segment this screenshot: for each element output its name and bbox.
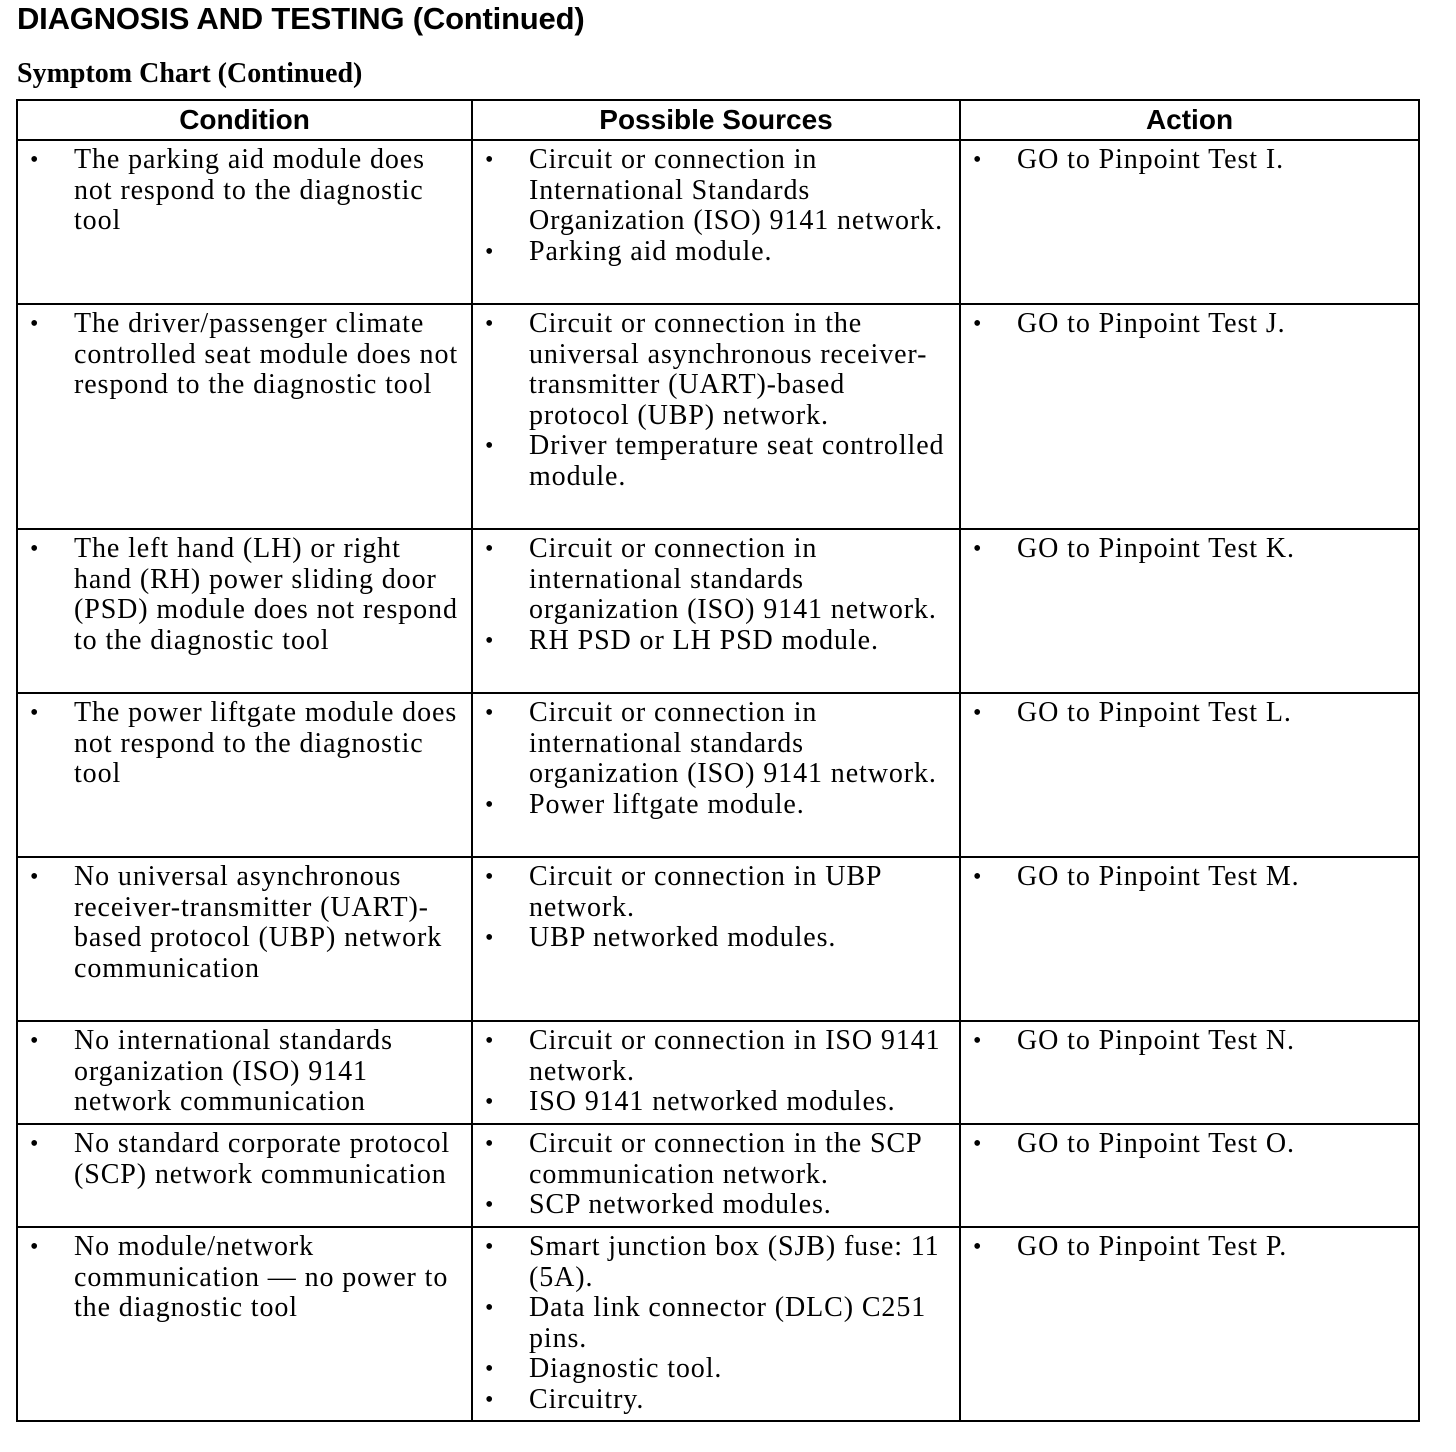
column-header-condition: Condition: [17, 100, 472, 140]
condition-text: • No standard corporate protocol (SCP) network communication: [30, 1129, 463, 1190]
source-item: • Power liftgate module.: [485, 790, 951, 821]
source-item: • ISO 9141 networked modules.: [485, 1087, 951, 1118]
condition-cell: [17, 1227, 472, 1421]
source-item: • Circuit or connection in international standards organization (ISO) 9141 network.: [485, 698, 951, 790]
source-item: • Driver temperature seat controlled module.: [485, 431, 951, 492]
action-text: • GO to Pinpoint Test K.: [973, 534, 1410, 565]
table-row: [17, 529, 1419, 693]
sources-cell: [472, 304, 960, 529]
sources-cell: [472, 1124, 960, 1227]
condition-cell: [17, 529, 472, 693]
action-text: • GO to Pinpoint Test M.: [973, 862, 1410, 893]
source-item: • Circuit or connection in international standards organization (ISO) 9141 network.: [485, 534, 951, 626]
table-row: [17, 1227, 1419, 1421]
sources-cell: [472, 1227, 960, 1421]
section-title: Symptom Chart (Continued): [17, 58, 363, 89]
condition-cell: [17, 1124, 472, 1227]
condition-cell: [17, 304, 472, 529]
action-cell: [960, 1227, 1419, 1421]
action-cell: [960, 693, 1419, 857]
action-cell: [960, 529, 1419, 693]
source-item: • Circuit or connection in UBP network.: [485, 862, 951, 923]
condition-cell: [17, 693, 472, 857]
table-row: [17, 140, 1419, 304]
symptom-chart-table: [16, 99, 1420, 1422]
condition-text: • The left hand (LH) or right hand (RH) power sliding door (PSD) module does not respond to the diagnostic tool: [30, 534, 463, 656]
sources-cell: [472, 1021, 960, 1124]
table-row: [17, 1124, 1419, 1227]
page-title: DIAGNOSIS AND TESTING (Continued): [17, 1, 585, 36]
sources-cell: [472, 857, 960, 1021]
source-item: • SCP networked modules.: [485, 1190, 951, 1221]
condition-cell: [17, 857, 472, 1021]
action-text: • GO to Pinpoint Test J.: [973, 309, 1410, 340]
action-cell: [960, 1021, 1419, 1124]
table-row: [17, 1021, 1419, 1124]
action-cell: [960, 1124, 1419, 1227]
source-item: • Parking aid module.: [485, 237, 951, 268]
source-item: • Smart junction box (SJB) fuse: 11 (5A).: [485, 1232, 951, 1293]
source-item: • RH PSD or LH PSD module.: [485, 626, 951, 657]
source-item: • Data link connector (DLC) C251 pins.: [485, 1293, 951, 1354]
condition-text: • No universal asynchronous receiver-transmitter (UART)-based protocol (UBP) network communication: [30, 862, 463, 984]
condition-text: • The parking aid module does not respond to the diagnostic tool: [30, 145, 463, 237]
action-text: • GO to Pinpoint Test P.: [973, 1232, 1410, 1263]
table-row: [17, 693, 1419, 857]
action-text: • GO to Pinpoint Test L.: [973, 698, 1410, 729]
column-header-possible-sources: Possible Sources: [472, 100, 960, 140]
table-row: [17, 304, 1419, 529]
source-item: • Circuit or connection in ISO 9141 network.: [485, 1026, 951, 1087]
sources-cell: [472, 529, 960, 693]
action-cell: [960, 857, 1419, 1021]
condition-text: • No international standards organization (ISO) 9141 network communication: [30, 1026, 463, 1118]
condition-cell: [17, 1021, 472, 1124]
source-item: • Circuitry.: [485, 1385, 951, 1416]
source-item: • UBP networked modules.: [485, 923, 951, 954]
condition-text: • The driver/passenger climate controlled seat module does not respond to the diagnostic tool: [30, 309, 463, 401]
table-row: [17, 857, 1419, 1021]
action-cell: [960, 304, 1419, 529]
condition-text: • The power liftgate module does not respond to the diagnostic tool: [30, 698, 463, 790]
action-cell: [960, 140, 1419, 304]
column-header-action: Action: [960, 100, 1419, 140]
action-text: • GO to Pinpoint Test N.: [973, 1026, 1410, 1057]
condition-cell: [17, 140, 472, 304]
source-item: • Circuit or connection in the universal asynchronous receiver-transmitter (UART)-based protocol (UBP) network.: [485, 309, 951, 431]
sources-cell: [472, 693, 960, 857]
table-header-row: [17, 100, 1419, 140]
action-text: • GO to Pinpoint Test I.: [973, 145, 1410, 176]
condition-text: • No module/network communication — no power to the diagnostic tool: [30, 1232, 463, 1324]
source-item: • Circuit or connection in International Standards Organization (ISO) 9141 network.: [485, 145, 951, 237]
action-text: • GO to Pinpoint Test O.: [973, 1129, 1410, 1160]
source-item: • Diagnostic tool.: [485, 1354, 951, 1385]
sources-cell: [472, 140, 960, 304]
source-item: • Circuit or connection in the SCP communication network.: [485, 1129, 951, 1190]
